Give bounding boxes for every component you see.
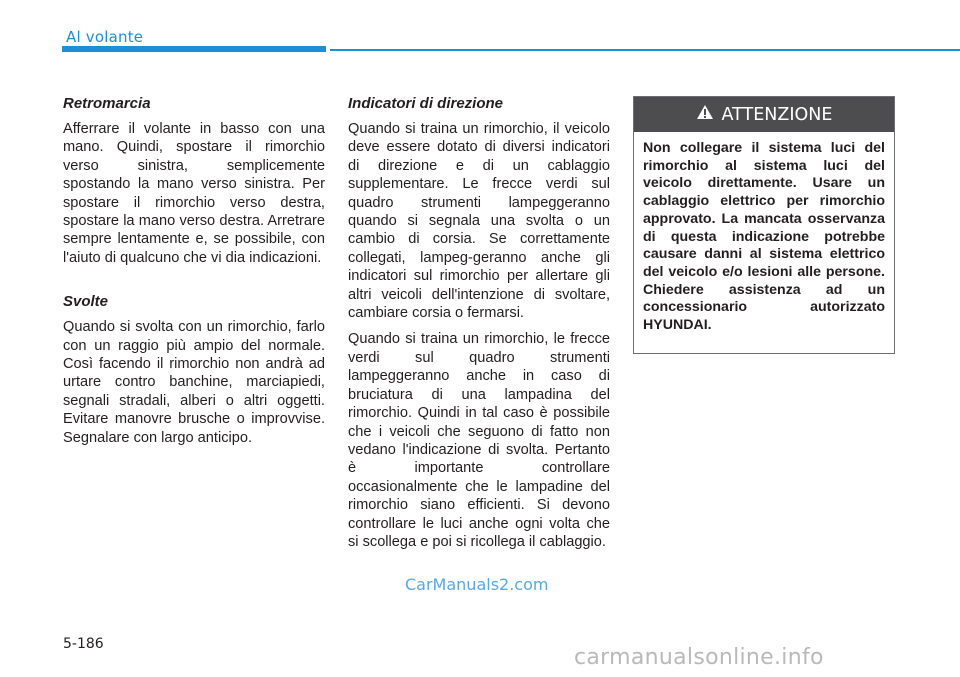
heading-retromarcia: Retromarcia xyxy=(63,95,151,112)
header-bar-thick xyxy=(62,46,326,52)
paragraph-indicatori-2: Quando si traina un rimorchio, le frecce verdi sul quadro strumenti lampeggeranno anche in caso di bruciatura di una lampadina del rimorchio. Quindi in tal caso è possibile che i veicoli che seguono di fatto non vedano l'indicazione di svolta. Pertanto è importante controllare occasionalmente che le lampadine del rimorchio siano efficienti. Si devono controllare le luci anche ogni volta che si scollega e poi si ricollega il cablaggio. xyxy=(348,331,610,550)
warning-box xyxy=(633,96,895,354)
section-title: Al volante xyxy=(66,28,144,46)
warning-triangle-icon xyxy=(696,104,714,125)
warning-text: Non collegare il sistema luci del rimorchio al sistema luci del veicolo direttamente. Usare un cablaggio elettrico per rimorchio approvato. La mancata osservanza di questa indicazione potrebbe causare danni al sistema elettrico del veicolo e/o lesioni alle persone. Chiedere assistenza ad un concessionario autorizzato HYUNDAI. xyxy=(643,140,885,334)
paragraph-indicatori-1: Quando si traina un rimorchio, il veicolo deve essere dotato di diversi indicatori di direzione e di un cablaggio supplementare. Le frecce verdi sul quadro strumenti lampeggeranno quando si segnala una svolta o un cambio di corsia. Se correttamente collegati, lampeg-geranno anche gli indicatori sul rimorchio per allertare gli altri veicoli dell'intenzione di svoltare, cambiare corsia o fermarsi. xyxy=(348,121,610,322)
watermark[interactable]: CarManuals2.com xyxy=(405,575,549,594)
paragraph-retromarcia: Afferrare il volante in basso con una mano. Quindi, spostare il rimorchio verso sinistra, semplicemente spostando la mano verso sinistra. Per spostare il rimorchio verso destra, spostare la mano verso destra. Arretrare sempre lentamente e, se possibile, con l'aiuto di qualcuno che vi dia indicazioni. xyxy=(63,121,325,266)
heading-svolte: Svolte xyxy=(63,293,109,311)
column-middle xyxy=(348,95,610,559)
column-left xyxy=(63,95,325,455)
page-number: 5-186 xyxy=(63,636,104,652)
footer-watermark: carmanualsonline.info xyxy=(574,645,824,670)
header-bar-thin xyxy=(330,49,960,51)
paragraph-svolte: Quando si svolta con un rimorchio, farlo con un raggio più ampio del normale. Così facendo il rimorchio non andrà ad urtare contro banchine, marciapiedi, segnali stradali, alberi o altri oggetti. Evitare manovre brusche o improvvise. Segnalare con largo anticipo. xyxy=(63,319,325,446)
heading-indicatori: Indicatori di direzione xyxy=(348,95,504,112)
warning-header xyxy=(634,97,894,132)
warning-title: ATTENZIONE xyxy=(721,104,833,125)
